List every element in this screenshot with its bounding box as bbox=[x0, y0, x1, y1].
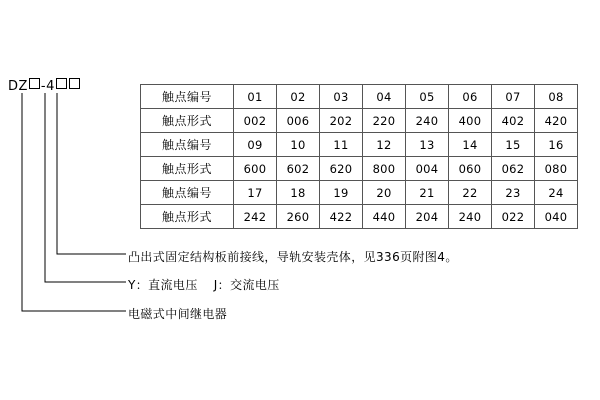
table-cell: 062 bbox=[492, 157, 535, 181]
model-box-3 bbox=[69, 78, 80, 89]
annotation-device: 电磁式中间继电器 bbox=[128, 307, 228, 321]
table-cell: 402 bbox=[492, 109, 535, 133]
table-cell: 004 bbox=[406, 157, 449, 181]
table-cell: 21 bbox=[406, 181, 449, 205]
model-box-1 bbox=[29, 78, 40, 89]
table-cell: 240 bbox=[449, 205, 492, 229]
table-cell: 01 bbox=[234, 85, 277, 109]
row-label: 触点形式 bbox=[141, 205, 234, 229]
table-cell: 06 bbox=[449, 85, 492, 109]
annotation-voltage-dc: Y：直流电压 bbox=[128, 278, 198, 292]
table-row bbox=[141, 157, 578, 181]
table-cell: 10 bbox=[277, 133, 320, 157]
table-cell: 400 bbox=[449, 109, 492, 133]
table-cell: 24 bbox=[535, 181, 578, 205]
row-label: 触点形式 bbox=[141, 109, 234, 133]
table-cell: 040 bbox=[535, 205, 578, 229]
table-cell: 09 bbox=[234, 133, 277, 157]
table-cell: 13 bbox=[406, 133, 449, 157]
table-cell: 18 bbox=[277, 181, 320, 205]
row-label: 触点形式 bbox=[141, 157, 234, 181]
table-cell: 11 bbox=[320, 133, 363, 157]
contact-table-wrapper bbox=[140, 84, 578, 229]
table-row bbox=[141, 181, 578, 205]
contact-table bbox=[140, 84, 578, 229]
table-cell: 15 bbox=[492, 133, 535, 157]
table-cell: 12 bbox=[363, 133, 406, 157]
table-cell: 14 bbox=[449, 133, 492, 157]
table-cell: 02 bbox=[277, 85, 320, 109]
table-cell: 600 bbox=[234, 157, 277, 181]
annotation-voltage-ac: J：交流电压 bbox=[213, 278, 280, 292]
model-box-2 bbox=[56, 78, 67, 89]
table-cell: 422 bbox=[320, 205, 363, 229]
table-cell: 204 bbox=[406, 205, 449, 229]
table-cell: 602 bbox=[277, 157, 320, 181]
model-prefix: DZ bbox=[8, 79, 28, 94]
table-cell: 05 bbox=[406, 85, 449, 109]
table-cell: 16 bbox=[535, 133, 578, 157]
table-cell: 22 bbox=[449, 181, 492, 205]
table-cell: 19 bbox=[320, 181, 363, 205]
table-cell: 07 bbox=[492, 85, 535, 109]
table-cell: 220 bbox=[363, 109, 406, 133]
table-row bbox=[141, 133, 578, 157]
table-cell: 20 bbox=[363, 181, 406, 205]
table-cell: 17 bbox=[234, 181, 277, 205]
table-cell: 060 bbox=[449, 157, 492, 181]
table-cell: 006 bbox=[277, 109, 320, 133]
model-middle: -4 bbox=[40, 79, 55, 94]
row-label: 触点编号 bbox=[141, 181, 234, 205]
table-cell: 03 bbox=[320, 85, 363, 109]
table-cell: 23 bbox=[492, 181, 535, 205]
table-cell: 620 bbox=[320, 157, 363, 181]
table-cell: 04 bbox=[363, 85, 406, 109]
table-cell: 002 bbox=[234, 109, 277, 133]
table-cell: 260 bbox=[277, 205, 320, 229]
table-cell: 022 bbox=[492, 205, 535, 229]
table-cell: 08 bbox=[535, 85, 578, 109]
annotation-structure: 凸出式固定结构板前接线，导轨安装壳体，见336页附图4。 bbox=[128, 250, 458, 264]
table-cell: 420 bbox=[535, 109, 578, 133]
table-cell: 202 bbox=[320, 109, 363, 133]
model-code bbox=[8, 78, 81, 94]
table-row bbox=[141, 85, 578, 109]
table-cell: 440 bbox=[363, 205, 406, 229]
table-cell: 080 bbox=[535, 157, 578, 181]
row-label: 触点编号 bbox=[141, 133, 234, 157]
annotation-voltage bbox=[128, 276, 280, 293]
table-cell: 242 bbox=[234, 205, 277, 229]
row-label: 触点编号 bbox=[141, 85, 234, 109]
table-cell: 800 bbox=[363, 157, 406, 181]
table-row bbox=[141, 205, 578, 229]
table-row bbox=[141, 109, 578, 133]
table-cell: 240 bbox=[406, 109, 449, 133]
